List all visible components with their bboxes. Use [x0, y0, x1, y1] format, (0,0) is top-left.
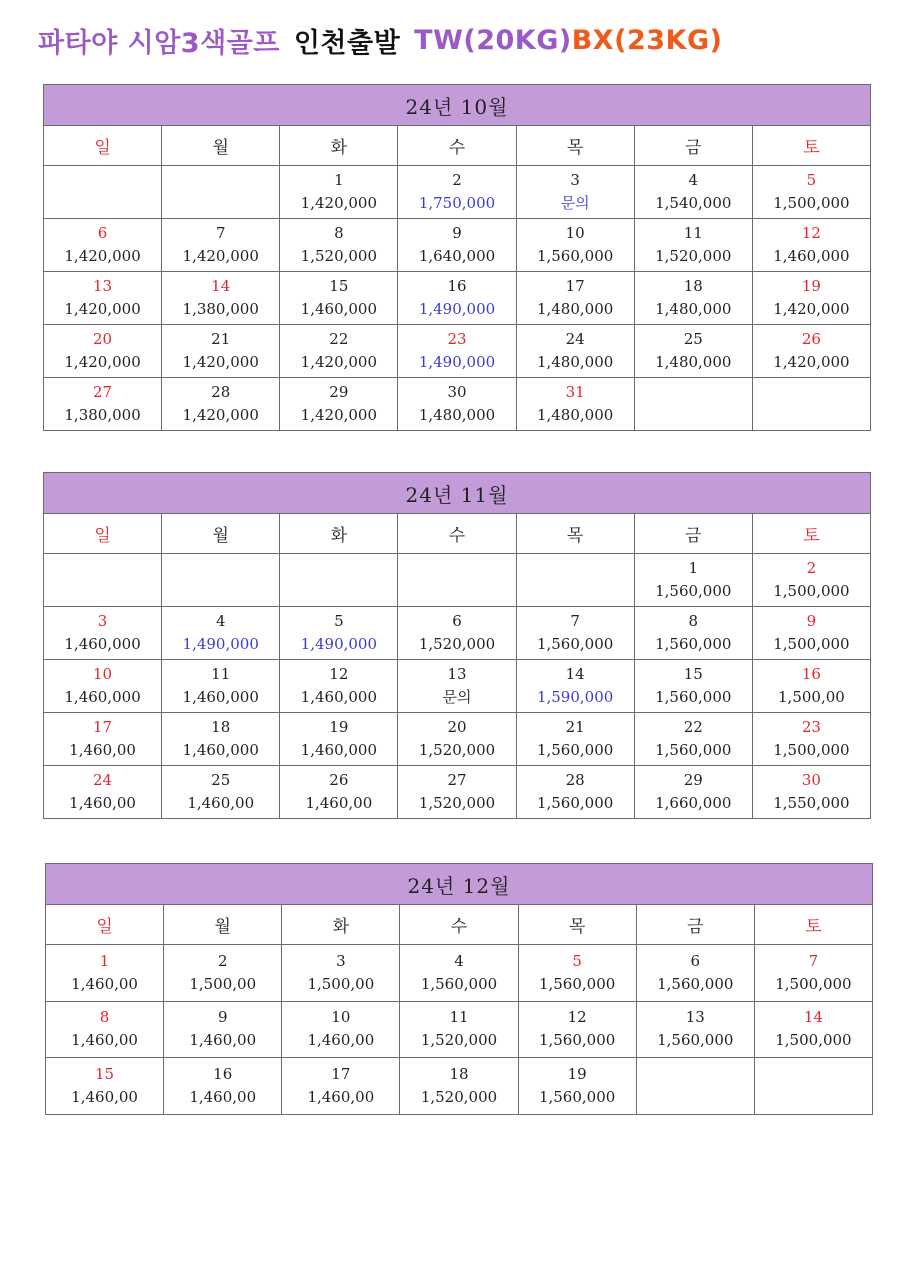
weekday-header: 목 — [516, 514, 634, 554]
day-cell — [634, 607, 752, 660]
day-price: 1,500,000 — [773, 194, 850, 212]
day-cell — [634, 272, 752, 325]
empty-cell — [634, 378, 752, 431]
day-price: 1,460,00 — [69, 794, 136, 812]
day-price: 1,490,000 — [418, 353, 496, 371]
day-number: 3 — [97, 612, 108, 630]
day-cell — [636, 1001, 754, 1058]
day-number: 18 — [449, 1064, 469, 1083]
day-price: 1,490,000 — [300, 635, 378, 653]
day-price: 1,420,000 — [300, 194, 378, 212]
day-price: 1,460,00 — [189, 1087, 257, 1106]
day-cell — [400, 1058, 518, 1115]
day-price: 1,460,000 — [773, 247, 850, 265]
day-number: 31 — [565, 383, 585, 401]
day-cell — [752, 325, 870, 378]
week-row — [44, 766, 871, 819]
day-cell — [634, 713, 752, 766]
day-cell — [280, 607, 398, 660]
weekday-header: 일 — [46, 905, 164, 945]
day-price: 1,460,000 — [64, 688, 141, 706]
day-price: 1,460,00 — [187, 794, 255, 812]
day-number: 19 — [567, 1064, 587, 1083]
day-price: 1,500,000 — [773, 741, 850, 759]
day-number: 12 — [801, 224, 821, 242]
day-number: 27 — [93, 383, 113, 401]
week-row — [46, 1058, 873, 1115]
day-cell — [398, 219, 516, 272]
day-cell — [46, 1001, 164, 1058]
day-cell — [516, 713, 634, 766]
day-price: 1,520,000 — [420, 1087, 498, 1106]
weekday-header: 화 — [282, 905, 400, 945]
day-cell — [282, 1001, 400, 1058]
day-number: 10 — [93, 665, 113, 683]
day-cell — [752, 766, 870, 819]
day-number: 29 — [329, 383, 349, 401]
weekday-header: 월 — [164, 905, 282, 945]
day-price: 1,460,00 — [71, 1031, 138, 1050]
week-row — [44, 554, 871, 607]
empty-cell — [162, 554, 280, 607]
day-cell — [162, 325, 280, 378]
day-price: 1,560,000 — [536, 247, 614, 265]
day-price: 1,460,00 — [305, 794, 373, 812]
day-cell — [400, 945, 518, 1002]
day-cell — [516, 378, 634, 431]
week-row — [44, 325, 871, 378]
day-number: 7 — [570, 612, 580, 630]
day-number: 20 — [93, 330, 113, 348]
day-price: 1,560,000 — [657, 1031, 734, 1050]
week-row — [44, 378, 871, 431]
day-number: 30 — [801, 771, 821, 789]
week-row — [44, 219, 871, 272]
day-number: 21 — [211, 330, 231, 348]
day-cell — [634, 325, 752, 378]
day-cell — [516, 607, 634, 660]
day-cell — [752, 272, 870, 325]
week-row — [44, 713, 871, 766]
day-price: 1,560,000 — [657, 974, 734, 993]
day-price: 1,480,000 — [418, 406, 496, 424]
day-price: 1,500,00 — [307, 974, 375, 993]
week-row — [46, 945, 873, 1002]
day-number: 17 — [331, 1064, 351, 1083]
day-price: 1,460,00 — [69, 741, 136, 759]
day-cell — [282, 945, 400, 1002]
day-price: 1,420,000 — [64, 247, 141, 265]
day-cell — [398, 378, 516, 431]
day-price: 1,500,000 — [775, 974, 852, 993]
day-cell — [752, 713, 870, 766]
day-price: 1,560,000 — [655, 582, 732, 600]
month-title: 24년 11월 — [44, 473, 871, 514]
day-price: 1,500,000 — [773, 635, 850, 653]
day-price: 1,420,000 — [182, 353, 259, 371]
day-number: 30 — [447, 383, 467, 401]
day-number: 28 — [565, 771, 585, 789]
day-cell — [634, 166, 752, 219]
empty-cell — [754, 1058, 872, 1115]
day-price: 1,460,000 — [64, 635, 141, 653]
day-price: 1,460,000 — [182, 741, 259, 759]
day-cell — [398, 766, 516, 819]
day-number: 4 — [454, 951, 464, 970]
calendar-november — [43, 472, 871, 819]
day-number: 19 — [801, 277, 821, 295]
day-price: 1,490,000 — [418, 300, 496, 318]
day-number: 15 — [329, 277, 349, 295]
day-number: 13 — [685, 1008, 705, 1027]
day-cell — [518, 945, 636, 1002]
day-cell — [162, 607, 280, 660]
day-price: 문의 — [442, 688, 472, 706]
weekday-header: 금 — [634, 126, 752, 166]
day-number: 28 — [211, 383, 231, 401]
day-number: 14 — [211, 277, 231, 295]
day-number: 9 — [806, 612, 817, 630]
day-cell — [752, 166, 870, 219]
day-number: 12 — [567, 1008, 587, 1027]
day-number: 16 — [213, 1064, 233, 1083]
day-price: 1,560,000 — [655, 688, 732, 706]
day-cell — [398, 166, 516, 219]
day-number: 22 — [329, 330, 349, 348]
day-cell — [280, 325, 398, 378]
day-number: 5 — [806, 171, 817, 189]
day-cell — [164, 1058, 282, 1115]
day-cell — [44, 219, 162, 272]
day-number: 27 — [447, 771, 467, 789]
day-price: 1,500,00 — [189, 974, 257, 993]
day-cell — [398, 272, 516, 325]
day-number: 20 — [447, 718, 467, 736]
day-number: 14 — [803, 1008, 823, 1027]
day-number: 15 — [95, 1064, 115, 1083]
day-price: 1,460,000 — [300, 688, 378, 706]
calendar-december — [45, 863, 873, 1115]
day-price: 1,560,000 — [420, 974, 498, 993]
day-number: 11 — [449, 1008, 469, 1027]
weekday-header: 목 — [518, 905, 636, 945]
day-number: 15 — [683, 665, 703, 683]
weekday-header: 화 — [280, 126, 398, 166]
day-cell — [516, 325, 634, 378]
day-cell — [282, 1058, 400, 1115]
empty-cell — [44, 166, 162, 219]
day-price: 1,560,000 — [536, 741, 614, 759]
day-cell — [398, 660, 516, 713]
day-number: 1 — [688, 559, 699, 577]
day-price: 1,460,000 — [300, 300, 378, 318]
day-cell — [164, 945, 282, 1002]
day-price: 1,460,00 — [307, 1087, 375, 1106]
day-cell — [398, 325, 516, 378]
day-price: 1,480,000 — [655, 300, 732, 318]
day-price: 1,490,000 — [182, 635, 259, 653]
day-cell — [754, 945, 872, 1002]
day-price: 1,500,000 — [773, 582, 850, 600]
day-price: 1,520,000 — [418, 635, 496, 653]
weekday-header: 일 — [44, 126, 162, 166]
headline-airline-tw: TW(20KG) — [414, 24, 572, 56]
day-cell — [280, 219, 398, 272]
weekday-header: 목 — [516, 126, 634, 166]
day-number: 24 — [565, 330, 585, 348]
day-cell — [162, 272, 280, 325]
day-number: 13 — [93, 277, 113, 295]
day-number: 26 — [801, 330, 821, 348]
day-cell — [634, 219, 752, 272]
day-number: 14 — [565, 665, 585, 683]
day-number: 8 — [334, 224, 344, 242]
day-number: 6 — [690, 951, 701, 970]
day-cell — [518, 1058, 636, 1115]
day-price: 1,420,000 — [182, 247, 259, 265]
day-cell — [162, 766, 280, 819]
day-price: 1,480,000 — [655, 353, 732, 371]
day-cell — [634, 766, 752, 819]
calendar-october — [43, 84, 871, 431]
day-cell — [280, 766, 398, 819]
day-cell — [516, 166, 634, 219]
day-cell — [280, 660, 398, 713]
day-price: 1,460,00 — [307, 1031, 375, 1050]
day-cell — [46, 945, 164, 1002]
day-number: 2 — [806, 559, 817, 577]
weekday-header: 토 — [752, 514, 870, 554]
day-cell — [44, 272, 162, 325]
day-number: 10 — [331, 1008, 351, 1027]
empty-cell — [516, 554, 634, 607]
day-price: 1,480,000 — [536, 406, 614, 424]
day-cell — [516, 219, 634, 272]
day-cell — [280, 378, 398, 431]
weekday-header: 일 — [44, 514, 162, 554]
day-cell — [162, 660, 280, 713]
day-number: 1 — [99, 951, 110, 970]
day-price: 1,500,00 — [778, 688, 845, 706]
day-number: 8 — [99, 1008, 110, 1027]
headline-departure: 인천출발 — [293, 27, 401, 59]
day-number: 11 — [211, 665, 231, 683]
day-price: 1,660,000 — [655, 794, 732, 812]
day-cell — [634, 660, 752, 713]
day-price: 1,460,000 — [300, 741, 378, 759]
empty-cell — [398, 554, 516, 607]
day-number: 18 — [683, 277, 703, 295]
week-row — [44, 607, 871, 660]
day-cell — [46, 1058, 164, 1115]
day-number: 16 — [801, 665, 821, 683]
day-price: 1,640,000 — [418, 247, 496, 265]
day-cell — [162, 713, 280, 766]
day-price: 1,420,000 — [64, 300, 141, 318]
week-row — [44, 660, 871, 713]
day-price: 1,420,000 — [773, 300, 850, 318]
day-number: 29 — [683, 771, 703, 789]
day-cell — [518, 1001, 636, 1058]
day-price: 1,540,000 — [655, 194, 732, 212]
week-row — [44, 272, 871, 325]
day-number: 8 — [688, 612, 699, 630]
weekday-header: 화 — [280, 514, 398, 554]
day-price: 1,560,000 — [538, 974, 616, 993]
day-cell — [516, 272, 634, 325]
day-cell — [752, 554, 870, 607]
empty-cell — [752, 378, 870, 431]
day-number: 24 — [93, 771, 113, 789]
day-number: 26 — [329, 771, 349, 789]
day-price: 1,460,000 — [182, 688, 259, 706]
day-number: 2 — [217, 951, 228, 970]
day-number: 6 — [97, 224, 108, 242]
day-number: 10 — [565, 224, 585, 242]
day-number: 18 — [211, 718, 231, 736]
day-cell — [164, 1001, 282, 1058]
day-number: 23 — [801, 718, 821, 736]
day-cell — [752, 660, 870, 713]
day-number: 11 — [683, 224, 703, 242]
day-cell — [44, 378, 162, 431]
day-price: 1,520,000 — [418, 741, 496, 759]
headline-airline-bx: BX(23KG) — [571, 24, 723, 56]
day-number: 7 — [215, 224, 226, 242]
day-number: 2 — [452, 171, 462, 189]
day-cell — [44, 325, 162, 378]
day-number: 25 — [683, 330, 703, 348]
day-number: 13 — [447, 665, 467, 683]
day-price: 1,480,000 — [536, 353, 614, 371]
weekday-header: 월 — [162, 514, 280, 554]
day-cell — [752, 607, 870, 660]
day-number: 4 — [215, 612, 226, 630]
empty-cell — [162, 166, 280, 219]
day-number: 3 — [336, 951, 346, 970]
day-price: 1,520,000 — [420, 1031, 498, 1050]
day-number: 4 — [688, 171, 699, 189]
day-cell — [44, 713, 162, 766]
day-price: 1,520,000 — [655, 247, 732, 265]
day-price: 1,480,000 — [536, 300, 614, 318]
day-price: 1,380,000 — [64, 406, 141, 424]
day-price: 1,420,000 — [182, 406, 259, 424]
day-price: 1,380,000 — [182, 300, 259, 318]
day-price: 1,520,000 — [418, 794, 496, 812]
weekday-header: 금 — [636, 905, 754, 945]
weekday-header: 토 — [752, 126, 870, 166]
day-number: 25 — [211, 771, 231, 789]
weekday-header: 토 — [754, 905, 872, 945]
day-number: 6 — [452, 612, 462, 630]
day-cell — [516, 660, 634, 713]
day-cell — [280, 713, 398, 766]
day-number: 17 — [565, 277, 585, 295]
day-number: 21 — [565, 718, 585, 736]
day-cell — [752, 219, 870, 272]
weekday-header: 금 — [634, 514, 752, 554]
headline-product-name: 파타야 시암3색골프 — [38, 27, 280, 59]
day-cell — [280, 166, 398, 219]
day-cell — [754, 1001, 872, 1058]
day-price: 1,460,00 — [71, 974, 138, 993]
day-price: 1,560,000 — [536, 635, 614, 653]
day-number: 22 — [683, 718, 703, 736]
week-row — [46, 1001, 873, 1058]
day-price: 1,560,000 — [655, 635, 732, 653]
day-price: 1,520,000 — [300, 247, 378, 265]
day-price: 1,560,000 — [538, 1087, 616, 1106]
day-number: 9 — [217, 1008, 228, 1027]
day-number: 17 — [93, 718, 113, 736]
day-price: 1,560,000 — [536, 794, 614, 812]
day-number: 23 — [447, 330, 467, 348]
day-price: 1,550,000 — [773, 794, 850, 812]
day-price: 1,560,000 — [655, 741, 732, 759]
weekday-header: 수 — [398, 126, 516, 166]
day-cell — [44, 766, 162, 819]
day-price: 문의 — [560, 194, 590, 212]
day-cell — [398, 607, 516, 660]
day-number: 19 — [329, 718, 349, 736]
day-number: 5 — [334, 612, 344, 630]
day-cell — [162, 378, 280, 431]
day-number: 3 — [570, 171, 580, 189]
day-cell — [634, 554, 752, 607]
day-price: 1,500,000 — [775, 1031, 852, 1050]
day-price: 1,460,00 — [71, 1087, 138, 1106]
day-price: 1,460,00 — [189, 1031, 257, 1050]
weekday-header: 수 — [398, 514, 516, 554]
day-cell — [398, 713, 516, 766]
page-headline — [38, 18, 722, 62]
day-cell — [636, 945, 754, 1002]
empty-cell — [280, 554, 398, 607]
day-price: 1,420,000 — [300, 353, 378, 371]
day-number: 1 — [334, 171, 344, 189]
weekday-header: 수 — [400, 905, 518, 945]
day-number: 16 — [447, 277, 467, 295]
month-title: 24년 10월 — [44, 85, 871, 126]
day-cell — [44, 660, 162, 713]
day-price: 1,590,000 — [536, 688, 614, 706]
day-cell — [44, 607, 162, 660]
day-price: 1,420,000 — [773, 353, 850, 371]
day-price: 1,420,000 — [64, 353, 141, 371]
empty-cell — [44, 554, 162, 607]
day-cell — [162, 219, 280, 272]
day-number: 5 — [572, 951, 582, 970]
day-cell — [516, 766, 634, 819]
day-price: 1,560,000 — [538, 1031, 616, 1050]
day-price: 1,750,000 — [418, 194, 496, 212]
day-number: 7 — [808, 951, 819, 970]
week-row — [44, 166, 871, 219]
day-number: 12 — [329, 665, 349, 683]
month-title: 24년 12월 — [46, 864, 873, 905]
day-cell — [280, 272, 398, 325]
day-number: 9 — [452, 224, 462, 242]
day-price: 1,420,000 — [300, 406, 378, 424]
empty-cell — [636, 1058, 754, 1115]
day-cell — [400, 1001, 518, 1058]
weekday-header: 월 — [162, 126, 280, 166]
